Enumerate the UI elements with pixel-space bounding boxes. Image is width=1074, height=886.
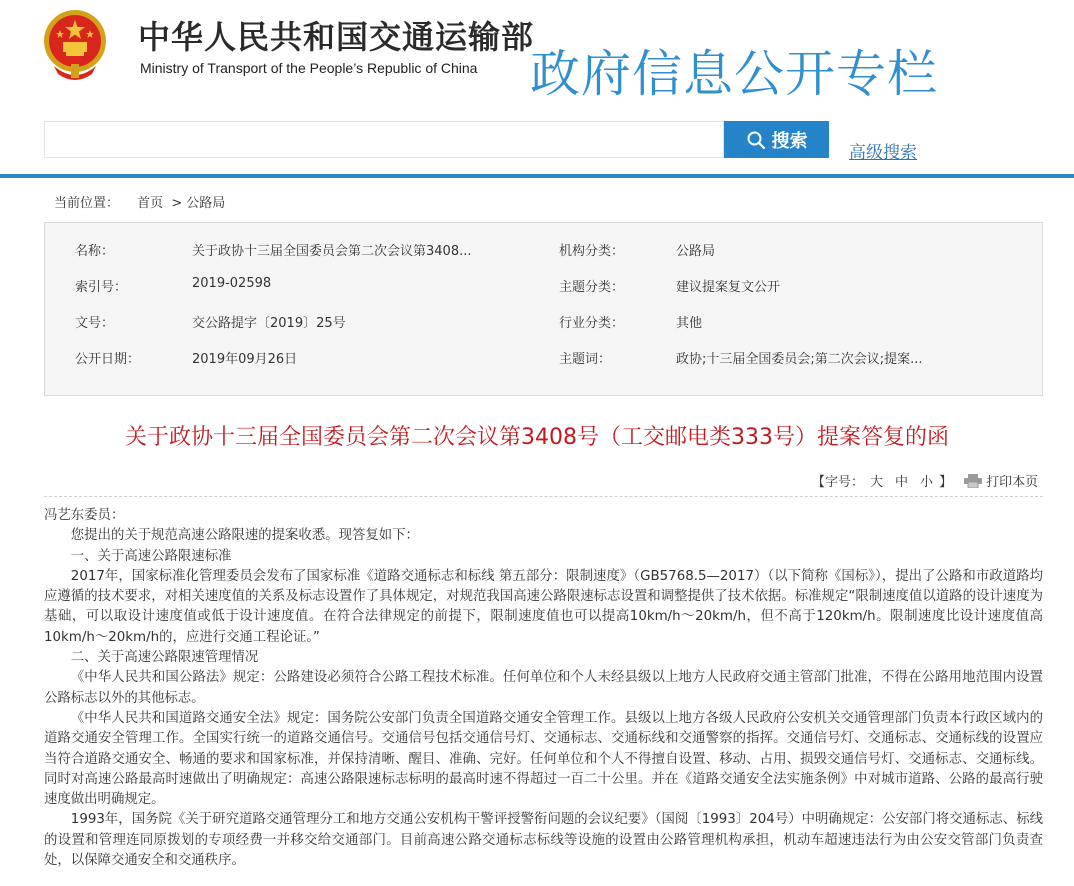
meta-label-org: 机构分类： <box>559 244 625 259</box>
meta-value-topic: 建议提案复文公开 <box>676 280 781 295</box>
print-label: 打印本页 <box>986 475 1039 490</box>
printer-icon <box>964 474 982 488</box>
paragraph: 您提出的关于规范高速公路限速的提案收悉。现答复如下： <box>70 528 419 544</box>
paragraph: 1993年，国务院《关于研究道路交通管理分工和地方交通公安机构干警评授警衔问题的会议纪要》（国阅〔1993〕204号）中明确规定：公安部门将交通标志、标线的设置和管理连同原拨划的专项经费一并移交给交通部门。目前高速公路交通标志标线等设施的设置由公路管理机构承担，机动车超速违法行为由公安交管部门负责查处，以保障交通安全和交通秩序。 <box>44 812 1043 869</box>
breadcrumb-home[interactable]: 首页 <box>137 196 164 211</box>
org-name-en: Ministry of Transport of the People’s Republic of China <box>140 60 478 76</box>
meta-label-topic: 主题分类： <box>559 280 625 295</box>
font-size-small-button[interactable]: 小 <box>920 475 934 490</box>
meta-value-industry: 其他 <box>676 316 703 331</box>
paragraph: 《中华人民共和国公路法》规定：公路建设必须符合公路工程技术标准。任何单位和个人未经县级以上地方人民政府交通主管部门批准，不得在公路用地范围内设置公路标志以外的其他标志。 <box>44 670 1043 706</box>
breadcrumb <box>54 192 229 211</box>
search-button-label: 搜索 <box>771 130 808 152</box>
font-size-controls <box>812 471 1038 490</box>
meta-label-keywords: 主题词： <box>559 352 612 367</box>
search-button[interactable] <box>724 121 829 158</box>
meta-row <box>45 312 1042 332</box>
document-title: 关于政协十三届全国委员会第二次会议第3408号（工交邮电类333号）提案答复的函 <box>125 425 949 450</box>
advanced-search-link[interactable]: 高级搜索 <box>849 143 917 163</box>
meta-label-date: 公开日期： <box>75 352 141 367</box>
content-divider <box>44 496 1043 497</box>
meta-value-docno: 交公路提字〔2019〕25号 <box>192 316 346 331</box>
print-button[interactable] <box>964 471 1038 490</box>
meta-row <box>45 348 1042 368</box>
salutation: 冯艺东委员： <box>44 508 125 523</box>
section-heading: 一、关于高速公路限速标准 <box>70 548 232 564</box>
paragraph: 《中华人民共和国道路交通安全法》规定：国务院公安部门负责全国道路交通安全管理工作。县级以上地方各级人民政府公安机关交通管理部门负责本行政区域内的道路交通安全管理工作。全国实行统一的道路交通信号。交通信号包括交通信号灯、交通标志、交通标线和交通警察的指挥。交通信号灯、交通标志、交通标线的设置应当符合道路交通安全、畅通的要求和国家标准，并保持清晰、醒目、准确、完好。任何单位和个人不得擅自设置、移动、占用、损毁交通信号灯、交通标志、交通标线。同时对高速公路最高时速做出了明确规定：高速公路限速标志标明的最高时速不得超过一百二十公里。并在《道路交通安全法实施条例》中对城市道路、公路的最高行驶速度做出明确规定。 <box>44 710 1043 808</box>
header-divider <box>0 174 1074 178</box>
meta-label-index: 索引号： <box>75 280 128 295</box>
breadcrumb-current[interactable]: 公路局 <box>186 196 226 211</box>
font-size-large-button[interactable]: 大 <box>870 475 884 490</box>
font-size-close-bracket: 】 <box>939 475 953 490</box>
search-input[interactable] <box>44 121 724 158</box>
meta-value-index: 2019-02598 <box>192 276 272 291</box>
meta-label-industry: 行业分类： <box>559 316 625 331</box>
font-size-label: 【字号： <box>812 475 865 490</box>
section-heading: 二、关于高速公路限速管理情况 <box>70 650 259 666</box>
search-icon <box>746 130 766 150</box>
column-title: 政府信息公开专栏 <box>530 45 938 103</box>
org-name-cn: 中华人民共和国交通运输部 <box>138 18 535 56</box>
document-body <box>44 506 1043 871</box>
national-emblem-icon <box>42 8 108 80</box>
meta-label-name: 名称： <box>75 244 115 259</box>
meta-row <box>45 240 1042 260</box>
font-size-medium-button[interactable]: 中 <box>895 475 909 490</box>
meta-value-date: 2019年09月26日 <box>192 352 298 367</box>
metadata-panel <box>44 222 1043 396</box>
paragraph: 2017年，国家标准化管理委员会发布了国家标准《道路交通标志和标线 第五部分：限制速度》（GB5768.5—2017）（以下简称《国标》），提出了公路和市政道路均应遵循的技术要求，对相关速度值的关系及标志设置作了具体规定，对规范我国高速公路限速标志设置和调整提供了技术依据。标准规定“限制速度值以道路的设计速度为基础，可以取设计速度值或低于设计速度值。在符合法律规定的前提下，限制速度值也可以提高10km/h～20km/h，但不高于120km/h。限制速度比设计速度值高10km/h～20km/h的，应进行交通工程论证。” <box>44 568 1043 645</box>
meta-label-docno: 文号： <box>75 316 115 331</box>
meta-value-keywords: 政协;十三届全国委员会;第二次会议;提案... <box>676 352 923 367</box>
breadcrumb-prefix: 当前位置： <box>54 196 120 211</box>
breadcrumb-separator: > <box>171 196 183 211</box>
site-header <box>0 0 1074 180</box>
meta-value-org: 公路局 <box>676 244 716 259</box>
meta-value-name: 关于政协十三届全国委员会第二次会议第3408... <box>192 244 472 259</box>
meta-row <box>45 276 1042 296</box>
